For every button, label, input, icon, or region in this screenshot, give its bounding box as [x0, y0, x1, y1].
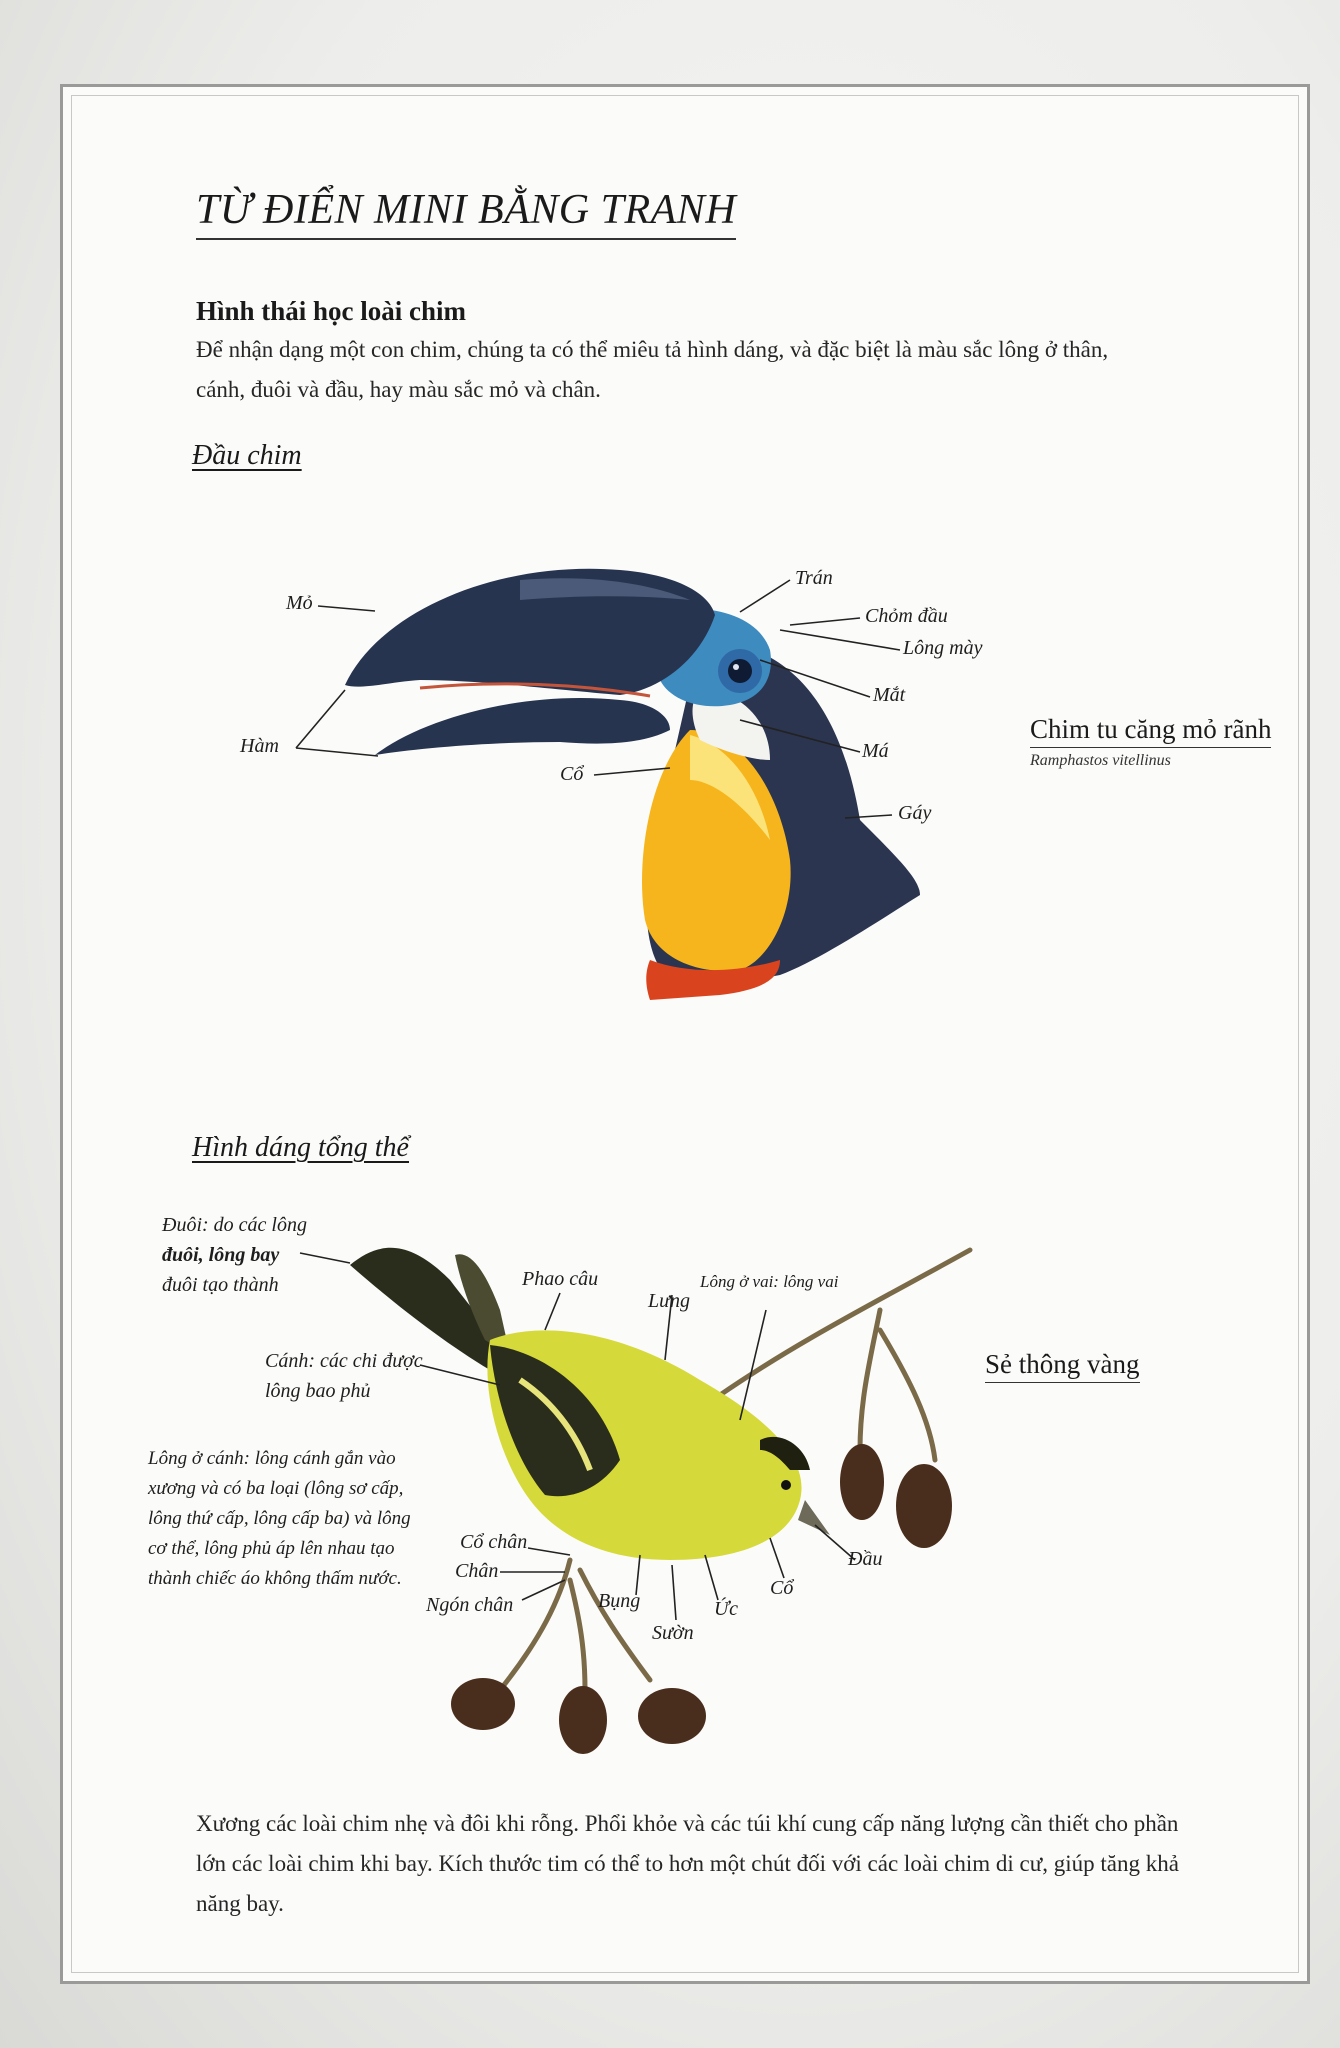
label-mat: Mắt [873, 684, 906, 706]
label-long-canh-line-4: cơ thể, lông phủ áp lên nhau tạo [148, 1538, 395, 1559]
label-canh [265, 1346, 423, 1406]
toucan-species-name: Chim tu căng mỏ rãnh [1030, 714, 1271, 748]
label-duoi-line-3: đuôi tạo thành [162, 1274, 279, 1296]
label-duoi-line-1: Đuôi: do các lông [162, 1214, 307, 1236]
page-title: TỪ ĐIỂN MINI BẰNG TRANH [196, 186, 736, 240]
siskin-beak [798, 1500, 830, 1535]
label-uc: Ức [714, 1598, 738, 1620]
intro-paragraph: Để nhận dạng một con chim, chúng ta có thể miêu tả hình dáng, và đặc biệt là màu sắc lông ở thân, cánh, đuôi và đầu, hay màu sắc mỏ và chân. [196, 337, 1109, 402]
label-lung: Lưng [648, 1290, 691, 1312]
label-ngon-chan: Ngón chân [426, 1594, 514, 1616]
cone [451, 1678, 515, 1730]
label-suon: Sườn [652, 1622, 694, 1644]
label-co-chan: Cổ chân [460, 1531, 528, 1553]
label-ham: Hàm [240, 735, 279, 757]
label-long-vai: Lông ở vai: lông vai [700, 1272, 839, 1291]
section-heading: Hình thái học loài chim [196, 296, 467, 326]
footer-paragraph: Xương các loài chim nhẹ và đôi khi rỗng. Phổi khỏe và các túi khí cung cấp năng lượng cần thiết cho phần lớn các loài chim khi bay. Kích thước tim có thể to hơn một chút đối với các loài chim di cư, giúp tăng khả năng bay. [196, 1811, 1179, 1916]
label-co-head: Cổ [560, 763, 584, 785]
head-section-heading: Đầu chim [192, 440, 302, 471]
label-duoi [162, 1210, 307, 1300]
label-duoi-line-2: đuôi, lông bay [162, 1244, 280, 1266]
label-chan: Chân [455, 1560, 499, 1582]
label-ma: Má [862, 740, 889, 762]
label-gay: Gáy [898, 802, 932, 824]
label-tran: Trán [795, 567, 833, 589]
toucan-scientific-name: Ramphastos vitellinus [1030, 752, 1171, 769]
label-dau: Đầu [848, 1548, 883, 1570]
label-long-canh-line-3: lông thứ cấp, lông cấp ba) và lông [148, 1508, 411, 1529]
label-canh-line-1: Cánh: các chi được [265, 1350, 423, 1372]
label-phao-cau: Phao câu [522, 1268, 599, 1290]
label-long-canh-line-1: Lông ở cánh: lông cánh gắn vào [148, 1448, 396, 1469]
label-co-body: Cổ [770, 1577, 794, 1599]
label-long-canh [148, 1444, 411, 1594]
cone [638, 1688, 706, 1744]
cone [840, 1444, 884, 1520]
label-long-canh-line-2: xương và có ba loại (lông sơ cấp, [148, 1478, 404, 1499]
siskin-species-name: Sẻ thông vàng [985, 1349, 1140, 1383]
body-section-heading: Hình dáng tổng thể [192, 1132, 409, 1163]
label-bung: Bụng [598, 1590, 641, 1612]
label-mo: Mỏ [286, 592, 313, 614]
label-canh-line-2: lông bao phủ [265, 1380, 371, 1402]
cone [559, 1686, 607, 1754]
label-long-canh-line-5: thành chiếc áo không thấm nước. [148, 1568, 402, 1589]
cone [896, 1464, 952, 1548]
siskin-eye [781, 1480, 791, 1490]
label-chom-dau: Chỏm đầu [865, 605, 948, 627]
label-long-may: Lông mày [903, 637, 983, 659]
